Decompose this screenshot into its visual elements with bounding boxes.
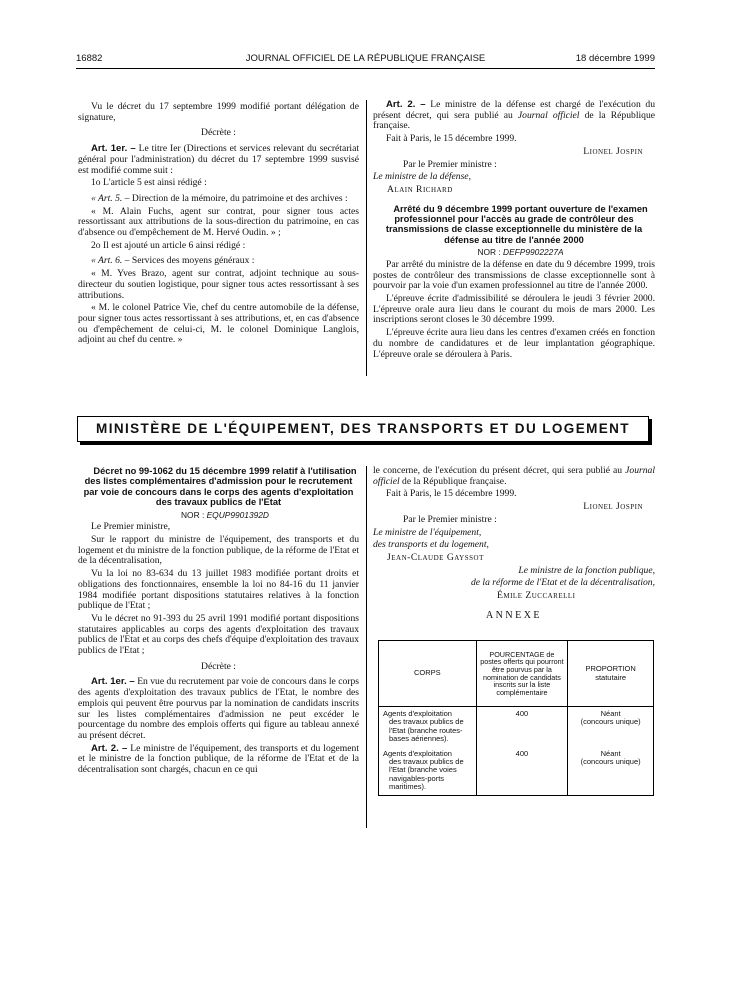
proportion-note: (concours unique) xyxy=(580,757,641,767)
annexe-heading: ANNEXE xyxy=(485,609,543,621)
issue-date: 18 décembre 1999 xyxy=(575,53,655,64)
art1-text: En vue du recrutement par voie de concours dans le corps des agents d'exploitation des travaux publics de l'Etat, le nombre des emplois qui peuvent être pourvus par la nomination de candidats inscrits sur les listes complémentaires d'admission ne peut excéder le pourcentage du nombre des emplois offerts qui figure au tableau annexé au présent décret. xyxy=(78,676,359,741)
minister1-title-a: Le ministre de l'équipement, xyxy=(373,526,482,538)
nor-label: NOR : xyxy=(181,509,205,520)
nor-value: EQUP9901392D xyxy=(206,509,269,520)
minister2-name: Émile Zuccarelli xyxy=(497,590,576,602)
ministry-banner: MINISTÈRE DE L'ÉQUIPEMENT, DES TRANSPORTS ET DU LOGEMENT xyxy=(77,416,649,442)
journal-title: JOURNAL OFFICIEL DE LA RÉPUBLIQUE FRANÇAISE xyxy=(245,53,486,64)
art2-label: Art. 2. – xyxy=(386,99,426,110)
point-2: 2o Il est ajouté un article 6 ainsi rédigé : xyxy=(91,239,246,251)
table-row xyxy=(379,747,654,796)
art6-label: « Art. 6. – xyxy=(91,255,130,267)
pourcentage-cell: 400 xyxy=(476,747,568,796)
nor-value: DEFP9902227A xyxy=(503,247,564,258)
corps-first: Agents d'exploitation xyxy=(383,748,452,758)
minister2-title-b: de la réforme de l'Etat et de la décentralisation, xyxy=(470,577,655,589)
bottom-column-separator xyxy=(366,466,367,828)
par-premier-ministre: Par le Premier ministre : xyxy=(403,513,497,525)
art5-text: Direction de la mémoire, du patrimoine et des archives : xyxy=(131,192,348,204)
corps-cell xyxy=(379,747,477,796)
bottom-left-column xyxy=(78,466,359,778)
top-right-column xyxy=(373,100,655,362)
page-header xyxy=(76,53,655,67)
minister2-title-a: Le ministre de la fonction publique, xyxy=(518,564,655,576)
article-1 xyxy=(78,677,359,741)
header-proportion: PROPORTION statutaire xyxy=(568,641,654,707)
article-2 xyxy=(78,744,359,776)
par-arrete: Par arrêté du ministre de la défense en date du 9 décembre 1999, trois postes de contrôleur des transmissions de classe exceptionnelle sont à pourvoir par la voie d'un examen professionnel au titre de l'année 2000. xyxy=(373,258,655,292)
corps-cell xyxy=(379,707,477,747)
vu-loi: Vu la loi no 83-634 du 13 juillet 1983 modifiée portant droits et obligations des fonctionnaires, ensemble la loi no 84-16 du 11 janvier 1984 modifiée portant dispositions statutaires relatives à la fonction publique de l'Etat ; xyxy=(78,568,359,612)
header-rule xyxy=(76,68,655,69)
decrete: Décrète : xyxy=(201,660,236,672)
minister-name: Alain Richard xyxy=(387,183,453,195)
corps-first: Agents d'exploitation xyxy=(383,709,452,718)
header-pourcentage: POURCENTAGE de postes offerts qui pourront être pourvus par la nomination de candidats inscrits sur la liste complémentaire xyxy=(476,641,568,707)
art6-text: Services des moyens généraux : xyxy=(131,255,255,267)
signer-name: Lionel Jospin xyxy=(583,501,643,513)
art2-text-a: Le ministre de la défense est chargé de l'exécution du présent décret, qui sera publié au xyxy=(373,99,655,121)
epreuve-ecrite: L'épreuve écrite d'admissibilité se déroulera le jeudi 3 février 2000. L'épreuve orale aura lieu dans le courant du mois de mars 2000. Les inscriptions seront closes le 30 décembre 1999. xyxy=(373,293,655,326)
art1-label: Art. 1er. – xyxy=(91,143,136,155)
article-5 xyxy=(78,194,359,205)
top-left-column xyxy=(78,102,359,348)
fuchs-paragraph: « M. Alain Fuchs, agent sur contrat, pour signer tous actes ressortissant aux attributions de la sous-direction du patrimoine, en cas d'absence ou d'empêchement de M. Hervé Oudin. » ; xyxy=(78,205,359,239)
pourcentage-cell: 400 xyxy=(476,707,568,747)
art1-text: Le titre Ier (Directions et services relevant du secrétariat général pour l'administration) du décret du 17 septembre 1999 susvisé est modifié comme suit : xyxy=(78,143,359,176)
epreuve-centres: L'épreuve écrite aura lieu dans les centres d'examen créés en fonction du nombre de candidatures et de leur implantation géographique. L'épreuve orale se déroulera à Paris. xyxy=(373,327,655,360)
corps-rest: des travaux publics de l'Etat (branche routes-bases aériennes). xyxy=(389,717,464,744)
cont-b: de la République française. xyxy=(402,475,507,487)
decret-title: Décret no 99-1062 du 15 décembre 1999 relatif à l'utilisation des listes complémentaires d'admission pour le recrutement par voie de concours dans le corps des agents d'exploitation des travaux publics de l'Etat xyxy=(83,466,357,508)
annex-table xyxy=(378,640,654,796)
premier-ministre: Le Premier ministre, xyxy=(91,521,171,533)
proportion-value: Néant xyxy=(600,709,621,718)
proportion-note: (concours unique) xyxy=(580,717,641,727)
minister1-title-b: des transports et du logement, xyxy=(373,539,489,551)
bottom-right-column xyxy=(373,466,655,623)
cont-a: le concerne, de l'exécution du présent décret, qui sera publié au xyxy=(373,465,623,476)
arrete-nor xyxy=(373,247,655,258)
table-row xyxy=(379,707,654,747)
top-column-separator xyxy=(366,100,367,376)
vu-decret: Vu le décret no 91-393 du 25 avril 1991 modifié portant dispositions statutaires applicables au corps des agents d'exploitation des travaux publics de l'Etat et au corps des chefs d'équipe d'exploitation des travaux publics de l'Etat ; xyxy=(78,612,359,657)
decret-nor xyxy=(78,510,359,521)
sur-le-rapport: Sur le rapport du ministre de l'équipement, des transports et du logement et du ministre de la fonction publique, de la réforme de l'Etat et de la décentralisation, xyxy=(78,534,359,567)
decrete: Décrète : xyxy=(201,127,236,139)
proportion-value: Néant xyxy=(600,748,621,758)
fait-a-paris: Fait à Paris, le 15 décembre 1999. xyxy=(386,488,517,500)
article-6 xyxy=(78,256,359,267)
par-premier-ministre: Par le Premier ministre : xyxy=(403,158,497,170)
continuation xyxy=(373,466,655,487)
art5-label: « Art. 5. – xyxy=(91,192,130,204)
arrete-title: Arrêté du 9 décembre 1999 portant ouverture de l'examen professionnel pour l'accès au grade de contrôleur des transmissions de classe exceptionnelle du ministère de la défense au titre de l'année 2000 xyxy=(385,203,648,245)
art2-label: Art. 2. – xyxy=(91,742,128,754)
page-number: 16882 xyxy=(76,53,103,64)
nor-label: NOR : xyxy=(477,247,501,258)
vu-decret: Vu le décret du 17 septembre 1999 modifié portant délégation de signature, xyxy=(78,101,359,123)
art2-text: Le ministre de l'équipement, des transports et du logement et le ministre de la fonction publique, de la réforme de l'Etat et de la décentralisation sont chargés, chacun en ce qui xyxy=(78,742,359,776)
signer-name: Lionel Jospin xyxy=(583,145,643,157)
header-corps: CORPS xyxy=(379,641,477,707)
fait-a-paris: Fait à Paris, le 15 décembre 1999. xyxy=(386,133,517,145)
article-1 xyxy=(78,144,359,176)
minister-title: Le ministre de la défense, xyxy=(373,171,471,183)
minister1-name: Jean-Claude Gayssot xyxy=(387,551,484,563)
proportion-cell xyxy=(568,707,654,747)
brazo-paragraph: « M. Yves Brazo, agent sur contrat, adjoint technique au sous-directeur du soutien logistique, pour signer tous actes ressortissant à ses attributions. xyxy=(78,268,359,301)
point-1: 1o L'article 5 est ainsi rédigé : xyxy=(91,177,207,189)
vie-paragraph: « M. le colonel Patrice Vie, chef du centre automobile de la défense, pour signer tous actes ressortissant à ses attributions, et, en cas d'absence ou d'empêchement de celui-ci, M. le colonel Dominique Langlois, adjoint au chef du centre. » xyxy=(78,302,359,346)
art1-label: Art. 1er. – xyxy=(91,676,135,688)
art2-text-b: de la République française. xyxy=(373,109,656,132)
proportion-cell xyxy=(568,747,654,796)
cont-journal: Journal officiel xyxy=(373,465,655,487)
article-2 xyxy=(373,100,655,132)
art2-journal: Journal officiel xyxy=(517,109,580,121)
corps-rest: des travaux publics de l'Etat (branche voies navigables-ports maritimes). xyxy=(389,757,464,792)
